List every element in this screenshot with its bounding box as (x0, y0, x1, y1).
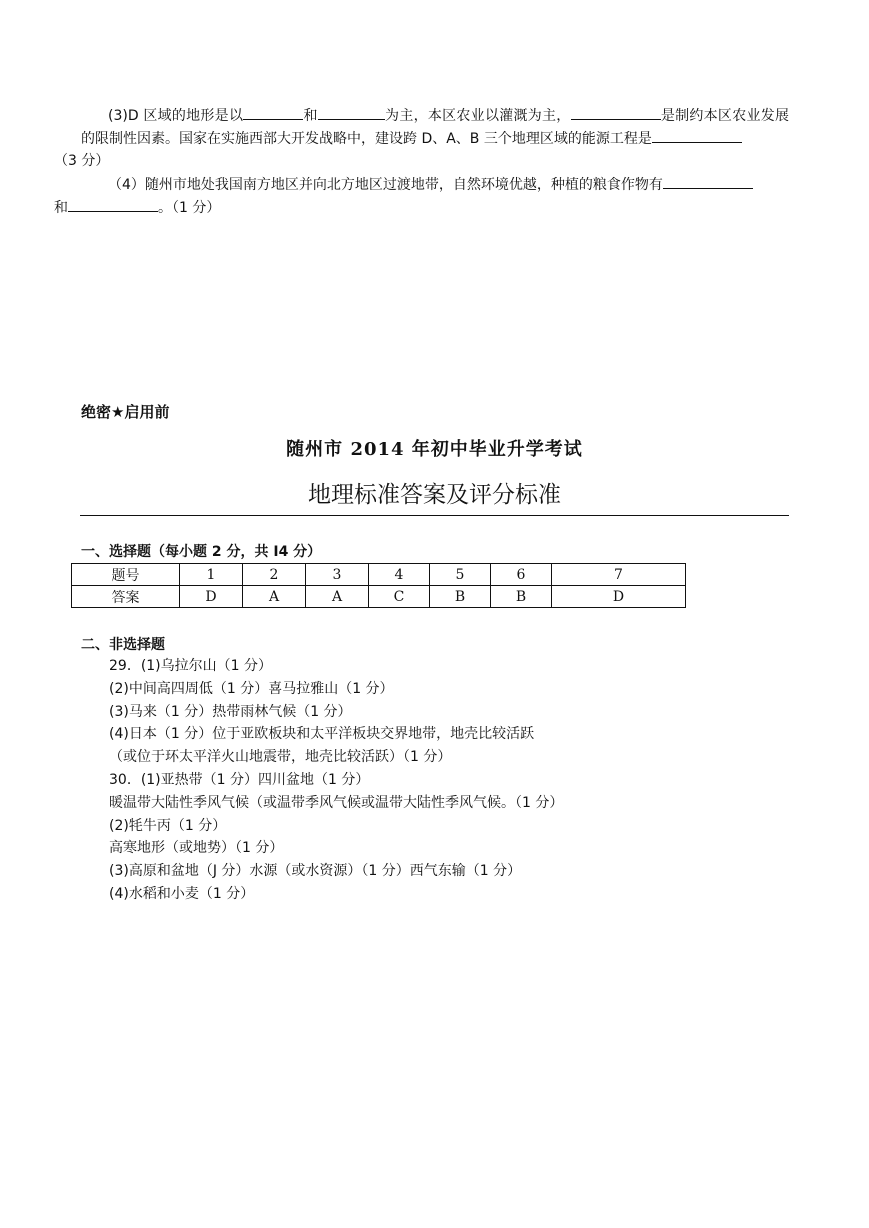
answer-blank (571, 105, 661, 120)
question-4-paragraph (54, 174, 789, 219)
table-cell: D (552, 586, 686, 608)
header-divider (80, 515, 789, 516)
row-label-question-number: 题号 (72, 564, 180, 586)
answer-blank (243, 105, 303, 120)
table-cell: 1 (180, 564, 243, 586)
answer-line: (3)高原和盆地（J 分）水源（或水资源）（1 分）西气东输（1 分） (109, 863, 522, 880)
table-cell: B (491, 586, 552, 608)
answer-line: 暖温带大陆性季风气候（或温带季风气候或温带大陆性季风气候。（1 分） (109, 794, 564, 811)
answer-line: (4)水稻和小麦（1 分） (109, 885, 255, 902)
non-choice-answers (109, 655, 563, 906)
answer-blank (318, 105, 385, 120)
q4-text-1: （4）随州市地处我国南方地区并向北方地区过渡地带，自然环境优越，种植的粮食作物有 (108, 177, 663, 193)
answer-line: 高寒地形（或地势）（1 分） (109, 840, 284, 857)
exam-title: 随州市 2014 年初中毕业升学考试 (286, 439, 583, 460)
answer-line: (3)马来（1 分）热带雨林气候（1 分） (109, 703, 352, 720)
answer-line: 30．(1)亚热带（1 分）四川盆地（1 分） (109, 771, 370, 788)
answer-line: （或位于环太平洋火山地震带，地壳比较活跃）（1 分） (109, 749, 452, 766)
table-cell: 4 (369, 564, 430, 586)
table-cell: 7 (552, 564, 686, 586)
table-cell: B (430, 586, 491, 608)
table-cell: A (243, 586, 306, 608)
answer-blank (663, 174, 753, 189)
q3-text-1: (3)D 区域的地形是以 (108, 108, 244, 124)
q3-score: （3 分） (54, 153, 110, 169)
answer-blank (652, 128, 742, 143)
q4-score: 。（1 分） (158, 199, 221, 216)
q3-text-4: 是制约本区农业发展的限制性因素。国家在实施西部大开发战略中，建设跨 D、A、B 三个地理区域的能源工程是 (81, 108, 790, 147)
table-cell: 5 (430, 564, 491, 586)
section-1-heading: 一、选择题（每小题 2 分，共 I4 分） (81, 544, 322, 560)
answer-line: (2)中间高四周低（1 分）喜马拉雅山（1 分） (109, 680, 394, 697)
table-cell: D (180, 586, 243, 608)
table-cell: 2 (243, 564, 306, 586)
table-cell: C (369, 586, 430, 608)
q3-text-2: 和 (303, 108, 318, 124)
answer-blank (68, 197, 158, 212)
section-2-heading: 二、非选择题 (81, 637, 165, 653)
confidential-label: 绝密★启用前 (81, 403, 170, 421)
question-3-paragraph (54, 105, 790, 173)
table-row (72, 586, 686, 608)
q4-text-2: 和 (54, 199, 68, 216)
document-subtitle: 地理标准答案及评分标准 (308, 482, 561, 508)
table-cell: A (306, 586, 369, 608)
table-cell: 3 (306, 564, 369, 586)
table-row (72, 564, 686, 586)
row-label-answer: 答案 (72, 586, 180, 608)
table-cell: 6 (491, 564, 552, 586)
answer-line: (2)牦牛丙（1 分） (109, 817, 227, 834)
answer-line: 29．(1)乌拉尔山（1 分） (109, 658, 273, 674)
q3-text-3: 为主，本区农业以灌溉为主， (384, 108, 571, 124)
multiple-choice-answer-table (71, 563, 686, 608)
answer-line: (4)日本（1 分）位于亚欧板块和太平洋板块交界地带，地壳比较活跃 (109, 726, 535, 743)
